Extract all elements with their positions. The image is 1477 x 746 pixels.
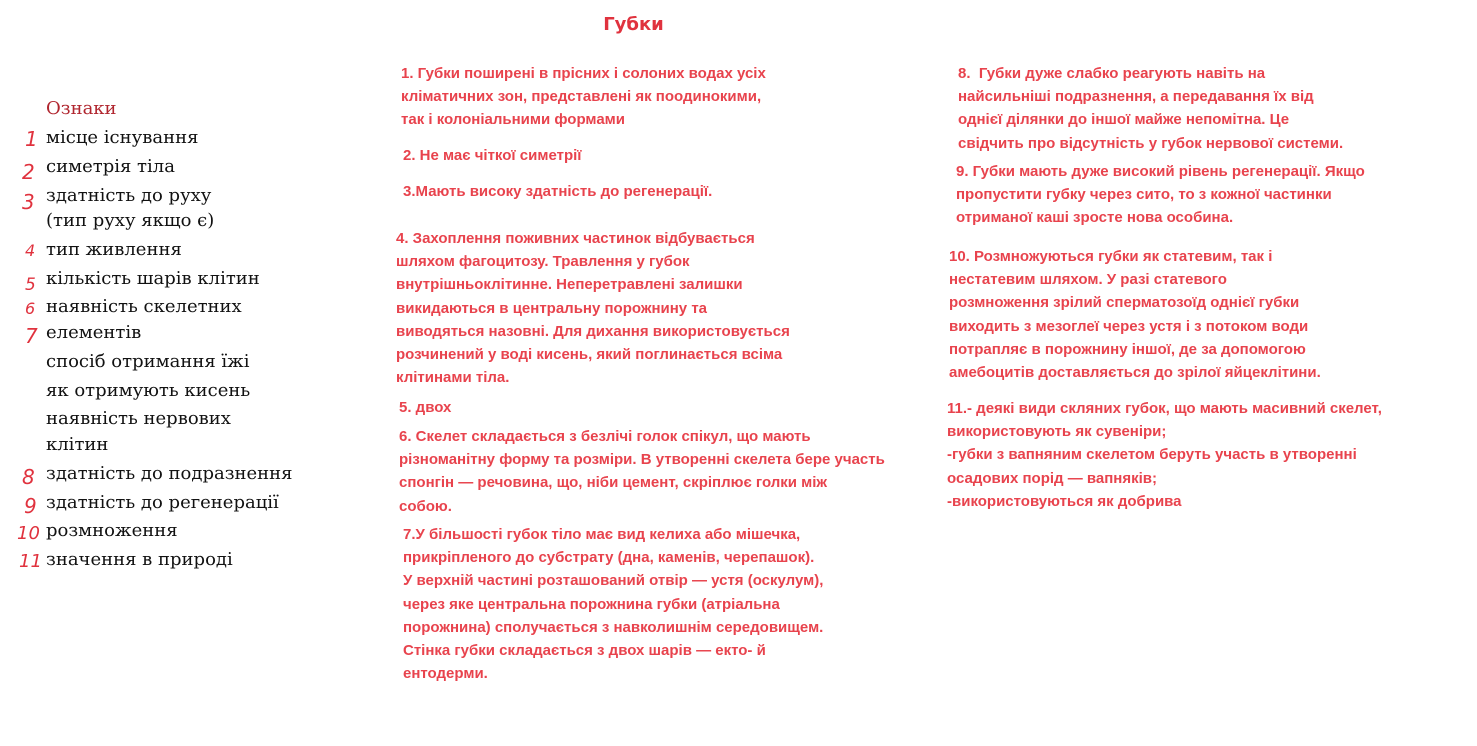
handwritten-number: 4 (25, 241, 36, 260)
sign-line: кількість шарів клітин (46, 268, 260, 289)
answer-8: 8. Губки дуже слабко реагують навіть на найсильніші подразнення, а передавання їх від однієї ділянки до іншої майже непомітна. Це свідчить про відсутність у губок нервової системи. (958, 65, 1344, 152)
sign-line: місце існування (46, 127, 199, 148)
sign-line: розмноження (46, 520, 178, 541)
sign-line: симетрія тіла (46, 156, 175, 177)
sign-line: здатність до подразнення (46, 463, 293, 484)
page-title: Губки (603, 14, 664, 35)
sign-line: як отримують кисень (46, 380, 251, 401)
sign-line: тип живлення (46, 239, 182, 260)
handwritten-number: 10 (17, 523, 40, 544)
sign-line: значення в природі (46, 549, 233, 570)
sign-line: (тип руху якщо є) (46, 210, 215, 231)
answer-4: 4. Захоплення поживних частинок відбувається шляхом фагоцитозу. Травлення у губок внутрішньоклітинне. Неперетравлені залишки викидаються в центральну порожнину та виводяться назовні. Для дихання використовується розчинений у воді кисень, який поглинається всіма клітинами тіла. (396, 230, 790, 387)
sign-line: елементів (46, 322, 142, 343)
answer-6: 6. Скелет складається з безлічі голок спікул, що мають різноманітну форму та розміри. В утворенні скелета бере участь спонгін — речовина, що, ніби цемент, скріплює голки між собою. (399, 428, 885, 515)
sign-line: клітин (46, 434, 109, 455)
answer-9: 9. Губки мають дуже високий рівень регенерації. Якщо пропустити губку через сито, то з кожної частинки отриманої каші зросте нова особина. (956, 163, 1365, 227)
handwritten-number: 6 (25, 299, 36, 318)
handwritten-number: 7 (25, 324, 38, 348)
sign-line: спосіб отримання їжі (46, 351, 250, 372)
handwritten-number: 9 (24, 494, 37, 518)
answer-7: 7.У більшості губок тіло має вид келиха або мішечка, прикріпленого до субстрату (дна, каменів, черепашок). У верхній частині розташований отвір — устя (оскулум), через яке центральна порожнина губки (атріальна порожнина) сполучається з навколишнім середовищем. Стінка губки складається з двох шарів — екто- й ентодерми. (403, 526, 824, 683)
answer-5: 5. двох (399, 399, 452, 416)
answer-3: 3.Мають високу здатність до регенерації. (403, 183, 713, 200)
sign-line: здатність до руху (46, 185, 212, 206)
handwritten-number: 5 (25, 275, 36, 295)
sign-line: здатність до регенерації (46, 492, 279, 513)
handwritten-number: 2 (22, 160, 35, 184)
sign-line: наявність скелетних (46, 296, 242, 317)
answer-10: 10. Розмножуються губки як статевим, так і нестатевим шляхом. У разі статевого розмноження зрілий сперматозоїд однієї губки виходить з мезоглеї через устя і з потоком води потрапляє в порожнину іншої, де за допомогою амебоцитів доставляється до зрілої яйцеклітини. (949, 248, 1321, 382)
signs-header: Ознаки (46, 98, 117, 119)
handwritten-number: 3 (22, 190, 35, 214)
answer-11: 11.- деякі види скляних губок, що мають масивний скелет, використовують як сувеніри; -губки з вапняним скелетом беруть участь в утворенні осадових порід — вапняків; -використовуються як добрива (947, 400, 1382, 510)
handwritten-number: 8 (22, 465, 35, 489)
answer-2: 2. Не має чіткої симетрії (403, 147, 582, 164)
handwritten-number: 1 (25, 127, 38, 151)
answer-1: 1. Губки поширені в прісних і солоних водах усіх кліматичних зон, представлені як поодинокими, так і колоніальними формами (401, 65, 766, 129)
sign-line: наявність нервових (46, 408, 231, 429)
handwritten-number: 11 (19, 551, 42, 572)
